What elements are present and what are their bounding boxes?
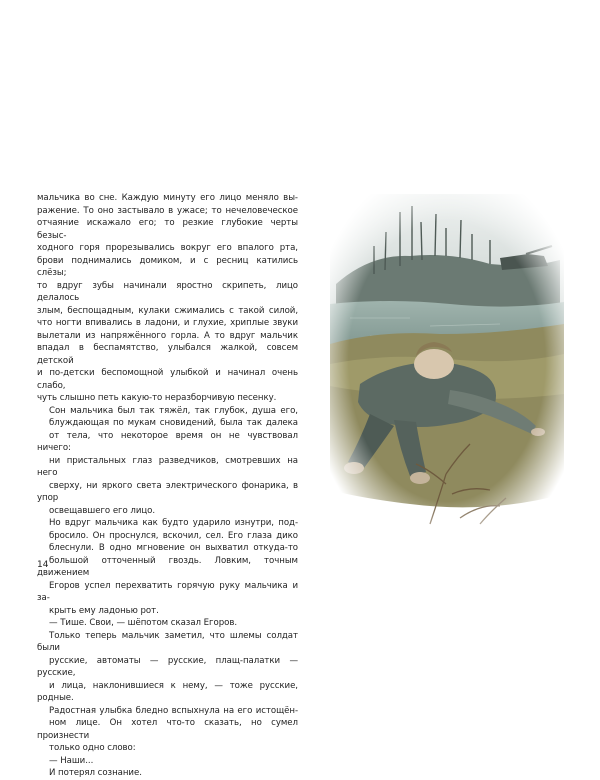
page-number: 14 — [37, 560, 49, 570]
text-line: Егоров успел перехватить горячую руку мальчика и за- — [37, 580, 298, 603]
text-line: Но вдруг мальчика как будто ударило изнутри, под- — [49, 518, 298, 528]
text-line: мальчика во сне. Каждую минуту его лицо меняло вы- — [37, 193, 298, 203]
text-line: ни пристальных глаз разведчиков, смотревших на него — [37, 455, 298, 478]
text-line: то вдруг зубы начинали яростно скрипеть, лицо делалось — [37, 280, 298, 303]
text-line: ном лице. Он хотел что-то сказать, но сумел произнести — [37, 718, 298, 741]
text-line: Только теперь мальчик заметил, что шлемы солдат были — [37, 630, 298, 653]
text-line: брови поднимались домиком, и с ресниц катились слёзы; — [37, 255, 298, 278]
paragraph — [37, 630, 298, 705]
text-column — [37, 192, 298, 780]
text-line: ходного горя прорезывались вокруг его впалого рта, — [37, 243, 298, 253]
text-line: русские, автоматы — русские, плащ-палатки — русские, — [37, 655, 298, 678]
paragraph — [37, 617, 298, 630]
text-line: освещавшего его лицо. — [49, 505, 156, 516]
paragraph — [37, 767, 298, 780]
text-line: вылетали из напряжённого горла. А то вдруг мальчик — [37, 330, 298, 341]
text-line: и лица, наклонившиеся к нему, — тоже русские, родные. — [37, 680, 298, 703]
text-line: Сон мальчика был так тяжёл, так глубок, душа его, — [49, 405, 298, 416]
text-line: что ногти впивались в ладони, и глухие, хриплые звуки — [37, 318, 298, 328]
text-line: чуть слышно петь какую-то неразборчивую песенку. — [37, 393, 277, 403]
text-line: крыть ему ладонью рот. — [49, 605, 159, 616]
paragraph — [37, 705, 298, 755]
text-line: блеснули. В одно мгновение он выхватил откуда-то — [49, 543, 298, 553]
text-line: от тела, что некоторое время он не чувствовал ничего: — [37, 430, 298, 453]
paragraph — [37, 517, 298, 617]
paragraph — [37, 405, 298, 518]
text-line: злым, беспощадным, кулаки сжимались с такой силой, — [37, 305, 298, 316]
paragraph — [37, 755, 298, 768]
text-line: — Тише. Свои, — шёпотом сказал Егоров. — [49, 618, 238, 628]
text-line: блуждающая по мукам сновидений, была так далека — [49, 418, 298, 428]
text-line: отчаяние искажало его; то резкие глубокие черты безыс- — [37, 218, 298, 241]
paragraph — [37, 192, 298, 405]
illustration-sleeping-boy — [330, 194, 564, 528]
text-line: только одно слово: — [49, 743, 136, 753]
text-line: — Наши... — [49, 755, 94, 766]
text-line: сверху, ни яркого света электрического фонарика, в упор — [37, 480, 298, 503]
text-line: и по-детски беспомощной улыбкой и начинал очень слабо, — [37, 368, 298, 391]
text-line: И потерял сознание. — [49, 768, 142, 778]
text-line: ражение. То оно застывало в ужасе; то нечеловеческое — [37, 205, 298, 216]
text-line: бросило. Он проснулся, вскочил, сел. Его глаза дико — [49, 530, 298, 541]
text-line: Радостная улыбка бледно вспыхнула на его истощён- — [49, 705, 298, 716]
text-line: большой отточенный гвоздь. Ловким, точным движением — [37, 555, 298, 578]
text-line: впадал в беспамятство, улыбался жалкой, совсем детской — [37, 343, 298, 366]
